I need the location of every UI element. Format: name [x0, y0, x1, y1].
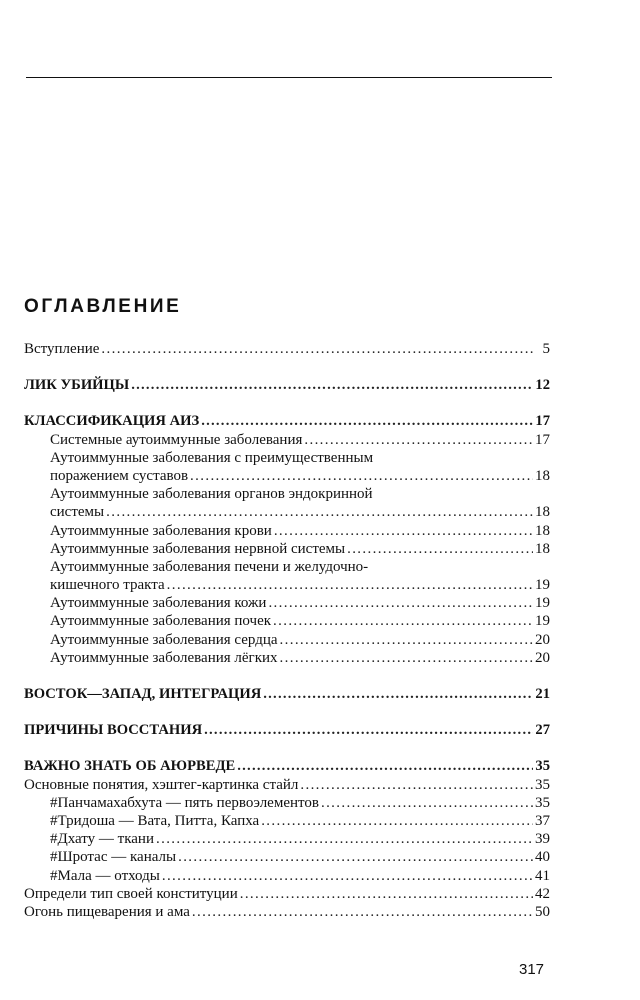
section-gap [24, 394, 550, 412]
toc-entry-page: 50 [535, 903, 550, 920]
toc-entry-title: #Тридоша — Вата, Питта, Капха [50, 812, 260, 829]
toc-entry[interactable] [24, 885, 550, 903]
toc-entry-title: ВОСТОК—ЗАПАД, ИНТЕГРАЦИЯ [24, 686, 262, 702]
dot-leader [280, 649, 533, 667]
dot-leader [347, 540, 533, 558]
toc-entry-title: #Панчамахабхута — пять первоэлементов [50, 794, 319, 811]
toc-entry-title: #Шротас — каналы [50, 849, 177, 866]
dot-leader [300, 776, 533, 794]
dot-leader [237, 757, 533, 775]
toc-entry[interactable] [24, 649, 550, 667]
toc-chapter[interactable] [24, 685, 550, 703]
toc-entry-page: 19 [535, 613, 550, 630]
toc-entry-title: #Дхату — ткани [50, 831, 154, 848]
dot-leader [204, 721, 533, 739]
dot-leader [321, 794, 533, 812]
toc-entry[interactable] [24, 612, 550, 630]
toc-entry-page: 18 [535, 540, 550, 557]
dot-leader [167, 576, 533, 594]
toc-entry-page: 35 [535, 758, 550, 775]
header-rule [26, 77, 552, 78]
toc-entry-page: 27 [535, 722, 550, 739]
toc-entry-title: Огонь пищеварения и ама [24, 903, 190, 920]
toc-entry-title: Аутоиммунные заболевания почек [50, 613, 272, 630]
dot-leader [280, 631, 533, 649]
toc-entry-page: 20 [535, 649, 550, 666]
dot-leader [240, 885, 533, 903]
page-number: 317 [519, 961, 545, 978]
toc-entry-page: 42 [535, 885, 550, 902]
dot-leader [162, 867, 533, 885]
toc-entry-page: 19 [535, 595, 550, 612]
toc-entry-title: поражением суставов [50, 467, 189, 484]
toc-entry[interactable] [24, 467, 550, 485]
dot-leader [263, 685, 533, 703]
dot-leader [101, 340, 534, 358]
toc-entry[interactable] [24, 631, 550, 649]
toc-entry-title: Аутоиммунные заболевания крови [50, 522, 272, 539]
toc-entry-page: 20 [535, 631, 550, 648]
toc-entry-title: Аутоиммунные заболевания нервной системы [50, 540, 346, 557]
toc-chapter[interactable] [24, 412, 550, 430]
toc-entry[interactable] [24, 594, 550, 612]
dot-leader [156, 830, 533, 848]
toc-entry-title: системы [50, 504, 105, 521]
toc-entry-title: Определи тип своей конституции [24, 885, 238, 902]
dot-leader [190, 467, 533, 485]
toc-entry-page: 5 [542, 341, 550, 357]
toc-entry-title: ВАЖНО ЗНАТЬ ОБ АЮРВЕДЕ [24, 758, 236, 775]
toc-entry[interactable] [24, 867, 550, 885]
toc-entry-title: Системные аутоиммунные заболевания [50, 431, 303, 448]
toc-entry[interactable] [24, 794, 550, 812]
toc-entry-first-line: Аутоиммунные заболевания органов эндокринной [50, 486, 373, 503]
toc-entry-first-line: Аутоиммунные заболевания с преимущественным [50, 449, 374, 466]
dot-leader [192, 903, 533, 921]
dot-leader [274, 522, 533, 540]
toc-entry-page: 41 [535, 867, 550, 884]
toc-entry-page: 19 [535, 577, 550, 594]
dot-leader [178, 848, 533, 866]
section-gap [24, 703, 550, 721]
toc-entry-title: Аутоиммунные заболевания кожи [50, 595, 267, 612]
toc-entry-title: ЛИК УБИЙЦЫ [24, 377, 130, 394]
toc-entry[interactable] [24, 812, 550, 830]
dot-leader [261, 812, 533, 830]
scan-speck [534, 58, 540, 64]
section-gap [24, 358, 550, 376]
dot-leader [304, 431, 533, 449]
toc-entry-page: 21 [535, 686, 550, 702]
toc-entry-page: 12 [535, 377, 550, 394]
toc-entry[interactable] [24, 522, 550, 540]
toc-entry[interactable] [24, 576, 550, 594]
toc-chapter[interactable] [24, 721, 550, 739]
toc-entry-page: 40 [535, 849, 550, 866]
toc-entry[interactable] [24, 431, 550, 449]
toc-entry[interactable] [24, 540, 550, 558]
section-gap [24, 667, 550, 685]
dot-leader [201, 412, 533, 430]
toc-entry-title: Вступление [24, 341, 100, 357]
toc-entry-title: Аутоиммунные заболевания сердца [50, 631, 278, 648]
toc-entry-title: Аутоиммунные заболевания лёгких [50, 649, 278, 666]
section-gap [24, 739, 550, 757]
toc-entry-title: КЛАССИФИКАЦИЯ АИЗ [24, 413, 200, 430]
toc-entry-page: 35 [535, 794, 550, 811]
table-of-contents [24, 340, 550, 921]
toc-chapter[interactable] [24, 376, 550, 394]
toc-entry-title: ПРИЧИНЫ ВОССТАНИЯ [24, 722, 203, 739]
toc-entry[interactable] [24, 340, 550, 358]
toc-entry-title: кишечного тракта [50, 577, 165, 594]
toc-entry[interactable] [24, 903, 550, 921]
toc-entry-page: 17 [535, 413, 550, 430]
toc-entry-title: #Мала — отходы [50, 867, 160, 884]
toc-entry[interactable] [24, 848, 550, 866]
toc-entry-page: 39 [535, 831, 550, 848]
toc-entry-page: 18 [535, 522, 550, 539]
toc-entry-title: Основные понятия, хэштег-картинка стайл [24, 776, 299, 793]
toc-entry-page: 35 [535, 776, 550, 793]
toc-entry-page: 18 [535, 504, 550, 521]
dot-leader [106, 503, 533, 521]
toc-entry[interactable] [24, 830, 550, 848]
dot-leader [273, 612, 533, 630]
dot-leader [268, 594, 533, 612]
toc-title: ОГЛАВЛЕНИЕ [24, 296, 182, 317]
toc-entry[interactable] [24, 776, 550, 794]
toc-entry-page: 37 [535, 812, 550, 829]
toc-chapter[interactable] [24, 757, 550, 775]
dot-leader [131, 376, 533, 394]
toc-entry-first-line: Аутоиммунные заболевания печени и желудочно- [50, 558, 369, 575]
toc-entry-page: 18 [535, 467, 550, 484]
toc-entry-page: 17 [535, 431, 550, 448]
toc-entry[interactable] [24, 503, 550, 521]
